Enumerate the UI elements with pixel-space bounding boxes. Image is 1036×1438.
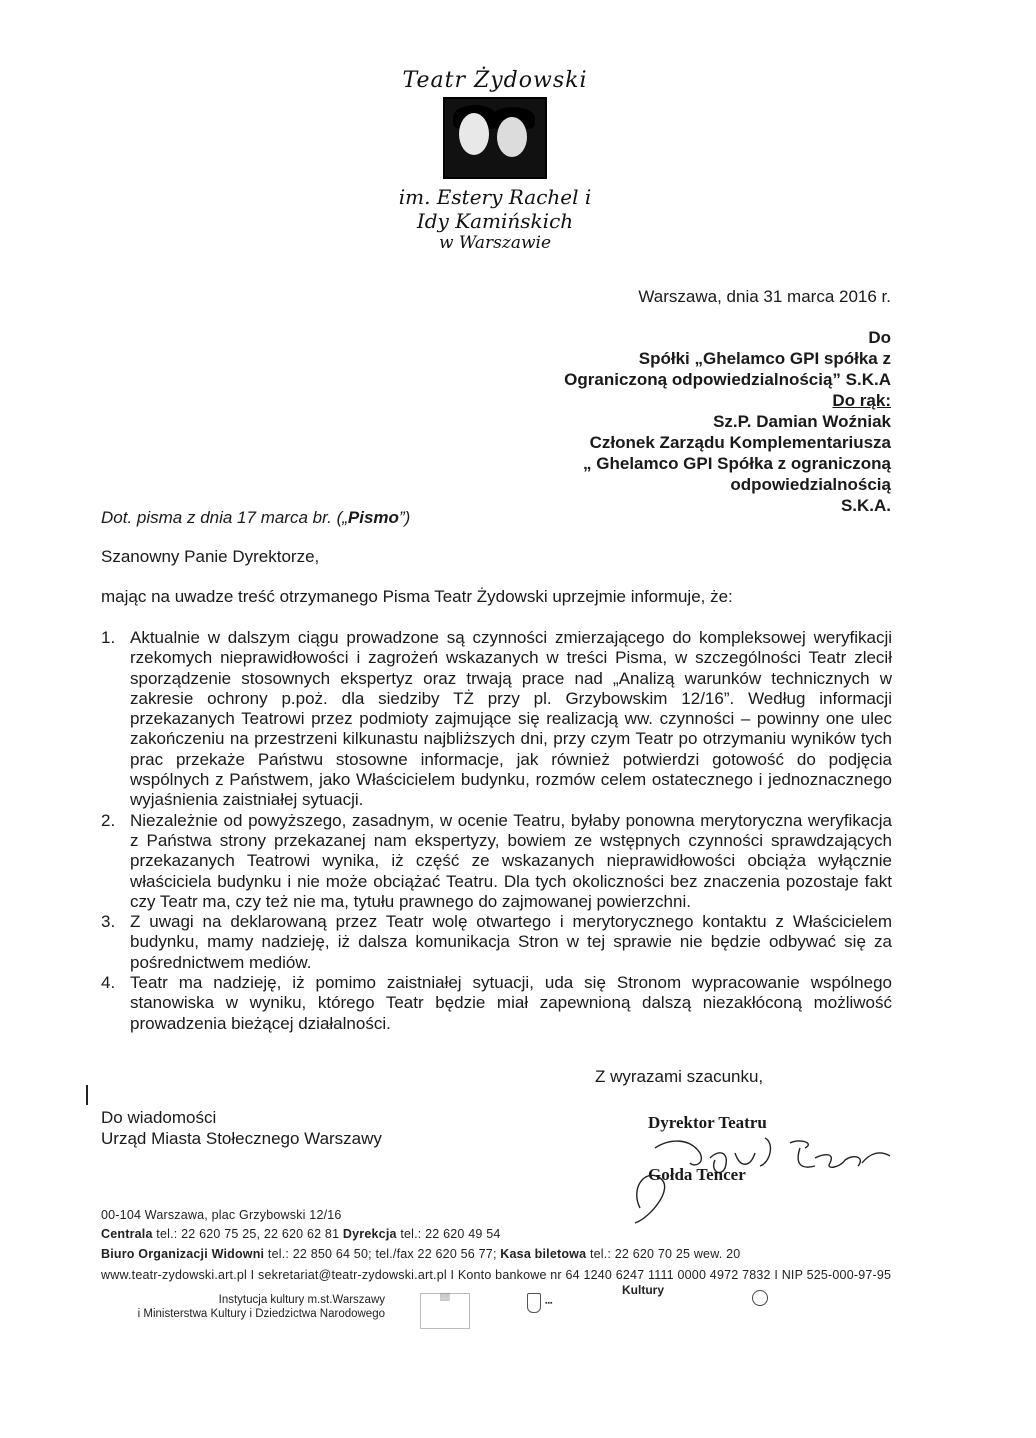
footer-label: Biuro Organizacji Widowni [101,1247,265,1261]
footer-address: 00-104 Warszawa, plac Grzybowski 12/16 [101,1208,342,1222]
footer-label: Kasa biletowa [500,1247,587,1261]
reference-bold: Pismo [347,508,399,527]
ministry-of-culture-logo [622,1285,712,1327]
list-item [101,912,892,973]
footer-text: tel.: 22 620 49 54 [396,1227,501,1241]
list-item [101,973,892,1034]
reference-line [101,508,410,528]
letter-date: Warszawa, dnia 31 marca 2016 r. [638,287,891,306]
footer-label: Centrala [101,1227,153,1241]
list-item [101,628,892,811]
list-item-text: Teatr ma nadzieję, iż pomimo zaistniałej sytuacji, uda się Stronom wypracowanie wspólnego stanowiska w wyniku, którego Teatr będzie miał zapewnioną dalszą niezakłóconą możliwość prowadzenia bieżącej działalności. [130,973,892,1033]
reference-suffix: ”) [398,508,411,527]
greeting: Szanowny Panie Dyrektorze, [101,547,320,566]
footer-label: Dyrekcja [342,1227,397,1241]
list-item-number: 3. [101,912,116,932]
list-item [101,811,892,912]
intro-paragraph: mając na uwadze treść otrzymanego Pisma Teatr Żydowski uprzejmie informuje, że: [101,587,733,606]
list-item-text: Z uwagi na deklarowaną przez Teatr wolę otwartego i merytorycznego kontaktu z Właścicielem budynku, mamy nadzieję, iż dalsza komunikacja Stron w tej sprawie nie będzie odbywać się za pośrednictwem mediów. [130,912,892,972]
footer-phones-2 [101,1247,740,1261]
list-item-number: 1. [101,628,116,647]
signatory-name: Gołda Tencer [648,1165,746,1184]
logo-portrait-image [443,97,547,179]
addressee-line: Ograniczoną odpowiedzialnością” S.K.A [564,370,891,389]
margin-mark [86,1085,88,1105]
footer-text: tel.: 22 620 70 25 wew. 20 [586,1247,741,1261]
addressee-to-label: Do [868,328,891,347]
addressee-attn-label: Do rąk: [832,391,891,410]
institution-line: Instytucja kultury m.st.Warszawy [218,1294,385,1306]
logo-title: Teatr Żydowski [402,68,588,93]
closing-regards: Z wyrazami szacunku, [595,1067,764,1086]
points-list [101,628,892,1034]
logo-subtitle: im. Estery Rachel i Idy Kamińskich [398,185,592,233]
list-item-text: Aktualnie w dalszym ciągu prowadzone są czynności zmierzającego do kompleksowej weryfikacji rzekomych nieprawidłowości i zagrożeń wskazanych w treści Pisma, w szczególności Teatr zlecił sporządzenie stosownych ekspertyz oraz trwają prace nad „Analizą warunków technicznych w zakresie ochrony p.poż. dla siedziby TŻ przy pl. Grzybowskim 12/16”. Według informacji przekazanych Teatrowi przez podmioty zajmujące się realizacją ww. czynności – powinny one ulec zakończeniu na przestrzeni kilkunastu najbliższych dni, przy czym Teatr po otrzymaniu wyników tych prac przekaże Państwu stosowne informacje, jak również potwierdzi gotowość do podjęcia wspólnych z Państwem, jako Właścicielem budynku, rozmów celem ostatecznego i jednoznacznego wyjaśnienia zaistniałej sytuacji. [130,628,892,810]
reference-prefix: Dot. pisma z dnia 17 marca br. („ [101,508,348,527]
cc-recipient: Urząd Miasta Stołecznego Warszawy [101,1129,382,1148]
addressee-line: odpowiedzialnością [730,475,891,494]
addressee-line: Spółki „Ghelamco GPI spółka z [638,349,891,368]
theatre-mini-logo: ▒▒ [420,1293,470,1329]
addressee-line: Sz.P. Damian Woźniak [713,412,891,431]
institution-line: i Ministerstwa Kultury i Dziedzictwa Narodowego [137,1308,385,1320]
footer-text: tel.: 22 620 75 25, 22 620 62 81 [152,1227,343,1241]
institution-note [130,1293,385,1321]
addressee-line: Członek Zarządu Komplementariusza [589,433,891,452]
addressee-line: „ Ghelamco GPI Spółka z ograniczoną [583,454,891,473]
addressee-line: S.K.A. [840,496,891,515]
footer-phones-1 [101,1227,501,1241]
logo-city: w Warszawie [438,233,552,253]
footer-web-bank: www.teatr-zydowski.art.pl I sekretariat@teatr-zydowski.art.pl I Konto bankowe nr 64 1240 6247 1111 0000 4972 7832 I NIP 525-000-97-95 [101,1268,892,1282]
list-item-text: Niezależnie od powyższego, zasadnym, w ocenie Teatru, byłaby ponowna merytoryczna weryfikacja z Państwa strony przekazanej nam ekspertyzy, bowiem ze wstępnych czynności sprawdzających przekazanych Teatrowi wynika, iż część ze wskazanych nieprawidłowości obciąża wyłącznie właściciela budynku i nie może obciążać Teatru. Dla tych okoliczności bez znaczenia pozostaje fakt czy Teatr ma, czy też nie ma, tytułu prawnego do zajmowanej powierzchni. [130,810,892,911]
ministry-logo-word: Kultury [622,1283,664,1297]
signatory-title: Dyrektor Teatru [648,1113,767,1132]
footer-text: tel.: 22 850 64 50; tel./fax 22 620 56 77; [264,1247,501,1261]
list-item-number: 4. [101,973,116,993]
cc-label: Do wiadomości [101,1108,217,1127]
list-item-number: 2. [101,810,116,830]
cc-block [101,1107,382,1149]
partner-logo [752,1290,798,1324]
theatre-logo [380,68,610,253]
warsaw-crest-logo: ▪▪▪ [527,1293,597,1323]
addressee-block [564,327,891,516]
